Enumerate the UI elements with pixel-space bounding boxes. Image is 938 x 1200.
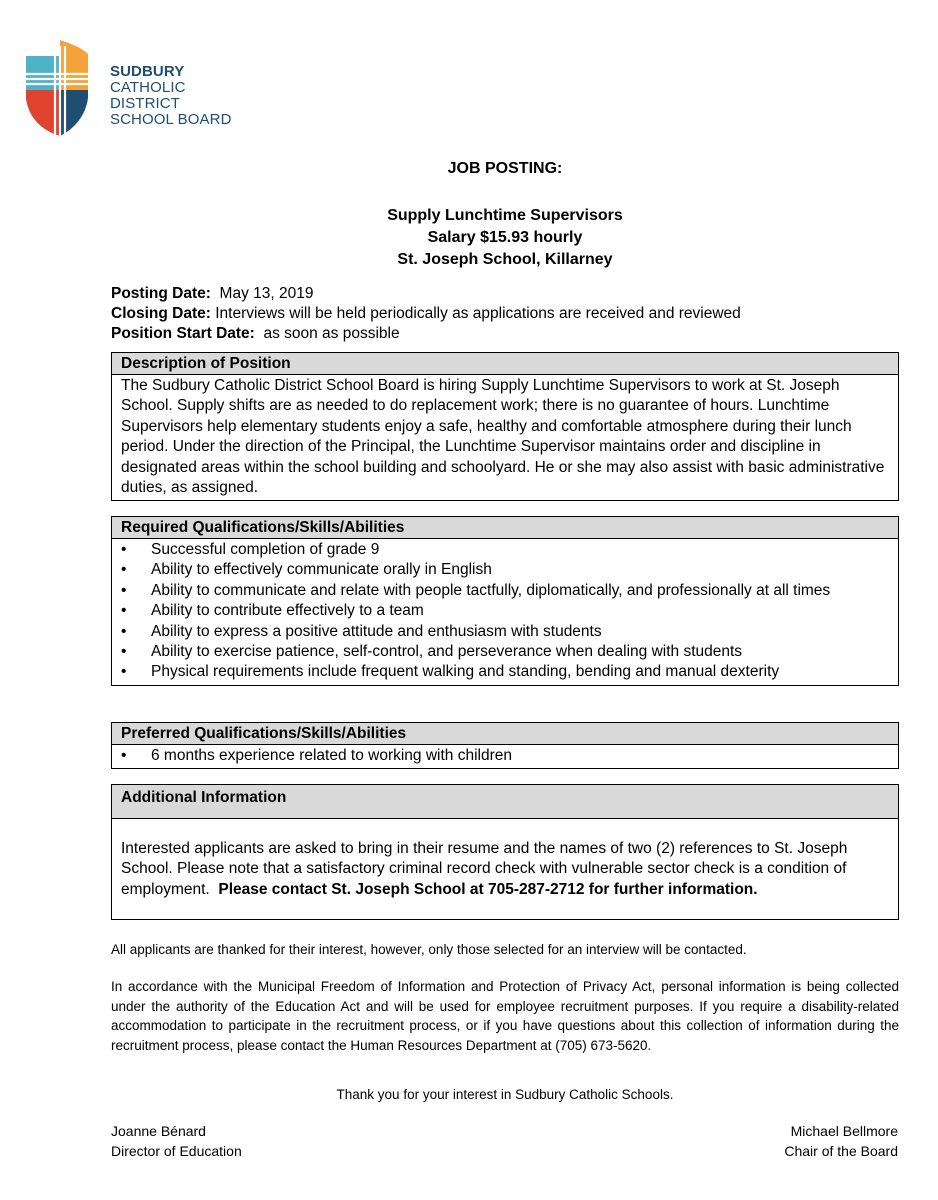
posting-title: JOB POSTING: [447,160,563,177]
board-logo [22,38,262,142]
chair-title: Chair of the Board [784,1142,898,1159]
start-date-row [111,324,741,344]
logo-line-3: DISTRICT [110,95,180,112]
list-item: • Successful completion of grade 9 [121,540,889,560]
start-date-label: Position Start Date: [111,325,255,342]
job-summary [0,205,938,271]
logo-line-4: SCHOOL BOARD [110,111,232,128]
signature-right [784,1122,898,1161]
posting-date-value: May 13, 2019 [219,285,314,302]
preferred-section [111,722,899,769]
description-section [111,352,899,501]
list-item: • Ability to exercise patience, self-control, and perseverance when dealing with students [121,642,889,662]
list-item: • Ability to communicate and relate with people tactfully, diplomatically, and professionally at all times [121,581,889,601]
logo-line-1: SUDBURY [110,63,185,80]
description-heading: Description of Position [112,353,898,375]
salary: Salary $15.93 hourly [427,229,583,246]
list-item: • 6 months experience related to working with children [121,746,889,766]
posting-date-label: Posting Date: [111,285,211,302]
required-heading: Required Qualifications/Skills/Abilities [112,517,898,539]
additional-heading: Additional Information [112,785,898,819]
posting-date-row [111,284,741,304]
contact-info: Please contact St. Joseph School at 705-287-2712 for further information. [218,880,758,898]
preferred-list [121,746,889,766]
start-date-value: as soon as possible [263,325,400,342]
director-name: Joanne Bénard [111,1123,206,1139]
logo-line-2: CATHOLIC [110,79,186,96]
privacy-notice: In accordance with the Municipal Freedom of Information and Protection of Privacy Act, personal information is being collected under the authority of the Education Act and will be used for employee recruitment purposes. If you require a disability-related accommodation to participate in the recruitment process, or if you have questions about this collection of information during the recruitment process, please contact the Human Resources Department at (705) 673-5620. [111,979,899,1053]
preferred-list-wrap [112,745,898,768]
description-text: The Sudbury Catholic District School Board is hiring Supply Lunchtime Supervisors to work at St. Joseph School. Supply shifts are as needed to do replacement work; there is no guarantee of hours. Lunchtime Supervisors help elementary students enjoy a safe, healthy and comfortable atmosphere during their lunch period. Under the direction of the Principal, the Lunchtime Supervisor maintains order and discipline in designated areas within the school building and schoolyard. He or she may also assist with basic administrative duties, as assigned. [121,377,885,497]
additional-body [112,819,898,902]
applicants-thanks: All applicants are thanked for their interest, however, only those selected for an interview will be contacted. [111,942,747,957]
required-section [111,516,899,686]
chair-name: Michael Bellmore [790,1123,898,1139]
list-item: • Physical requirements include frequent walking and standing, bending and manual dexterity [121,662,889,682]
position-title: Supply Lunchtime Supervisors [387,207,623,224]
director-title: Director of Education [111,1142,242,1159]
required-list-wrap [112,539,898,685]
posting-dates [111,284,741,344]
logo-wordmark [110,64,232,128]
cross-shield-icon [22,38,102,142]
list-item: • Ability to effectively communicate orally in English [121,560,889,580]
list-item: • Ability to express a positive attitude and enthusiasm with students [121,622,889,642]
preferred-heading: Preferred Qualifications/Skills/Abilities [112,723,898,745]
closing-date-row [111,304,741,324]
list-item: • Ability to contribute effectively to a team [121,601,889,621]
additional-text: Interested applicants are asked to bring in their resume and the names of two (2) references to St. Joseph School. Please note that a satisfactory criminal record check with vulnerable sector check is a condition of employment. [121,840,848,898]
closing-date-value: Interviews will be held periodically as applications are received and reviewed [215,305,741,322]
signature-left [111,1122,242,1161]
thank-you-line: Thank you for your interest in Sudbury Catholic Schools. [336,1087,674,1102]
required-list [121,540,889,683]
location: St. Joseph School, Killarney [397,251,613,268]
closing-date-label: Closing Date: [111,305,211,322]
additional-section [111,784,899,920]
